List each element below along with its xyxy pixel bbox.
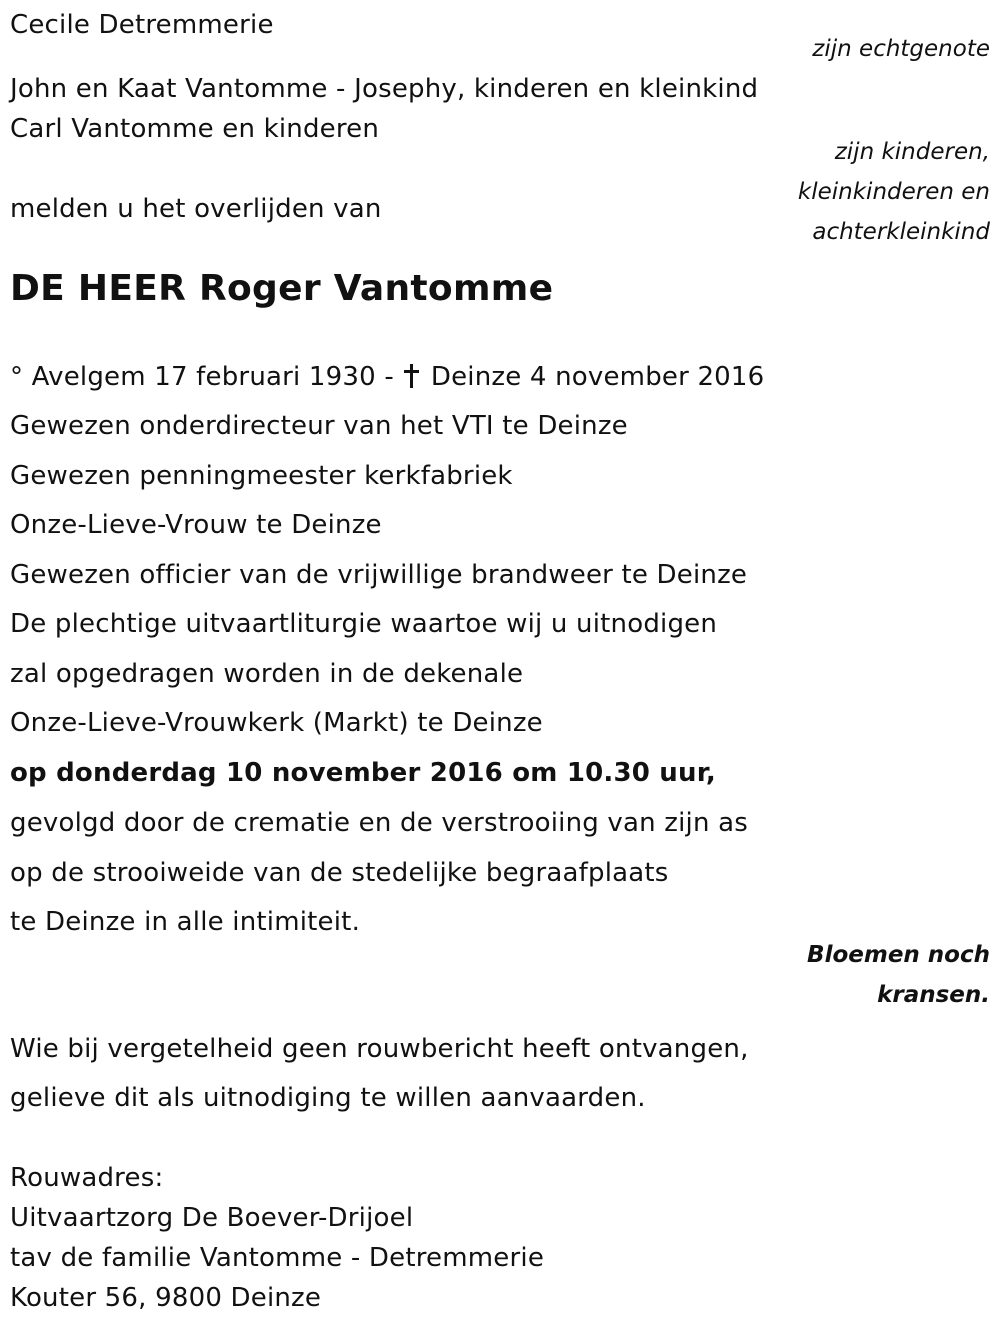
body-line: zal opgedragen worden in de dekenale	[10, 659, 524, 689]
body-line: Gewezen penningmeester kerkfabriek	[10, 461, 513, 491]
death-info: Deinze 4 november 2016	[430, 362, 765, 392]
invitation-line-1: Wie bij vergetelheid geen rouwbericht heeft ontvangen,	[10, 1034, 749, 1064]
address-line-2: tav de familie Vantomme - Detremmerie	[10, 1243, 545, 1273]
address-line-3: Kouter 56, 9800 Deinze	[10, 1283, 322, 1313]
cross-icon	[404, 364, 418, 388]
body-line: gevolgd door de crematie en de verstrooiing van zijn as	[10, 808, 748, 838]
children-line-1: John en Kaat Vantomme - Josephy, kinderen en kleinkind	[10, 74, 759, 104]
body-line: De plechtige uitvaartliturgie waartoe wij u uitnodigen	[10, 609, 718, 639]
body-line: te Deinze in alle intimiteit.	[10, 907, 361, 937]
body-line: op de strooiweide van de stedelijke begraafplaats	[10, 858, 669, 888]
spouse-role: zijn echtgenote	[812, 36, 990, 62]
body-line: Onze-Lieve-Vrouwkerk (Markt) te Deinze	[10, 708, 543, 738]
children-role-1: zijn kinderen,	[834, 139, 990, 165]
birth-info: ° Avelgem 17 februari 1930 -	[10, 362, 394, 392]
children-line-2: Carl Vantomme en kinderen	[10, 114, 380, 144]
announcement-text: melden u het overlijden van	[10, 194, 382, 224]
body-line: Gewezen onderdirecteur van het VTI te Deinze	[10, 411, 628, 441]
children-role-3: achterkleinkind	[812, 219, 990, 245]
flowers-note-line-1: Bloemen noch	[807, 942, 990, 968]
body-line: Gewezen officier van de vrijwillige brandweer te Deinze	[10, 560, 748, 590]
children-role-2: kleinkinderen en	[797, 179, 990, 205]
address-label: Rouwadres:	[10, 1163, 164, 1193]
body-line: Onze-Lieve-Vrouw te Deinze	[10, 510, 382, 540]
address-line-1: Uitvaartzorg De Boever-Drijoel	[10, 1203, 414, 1233]
spouse-name: Cecile Detremmerie	[10, 10, 274, 40]
deceased-name: DE HEER Roger Vantomme	[10, 268, 554, 309]
invitation-line-2: gelieve dit als uitnodiging te willen aanvaarden.	[10, 1083, 646, 1113]
funeral-date: op donderdag 10 november 2016 om 10.30 uur,	[10, 758, 717, 788]
life-dates	[10, 361, 764, 393]
flowers-note-line-2: kransen.	[877, 982, 990, 1008]
